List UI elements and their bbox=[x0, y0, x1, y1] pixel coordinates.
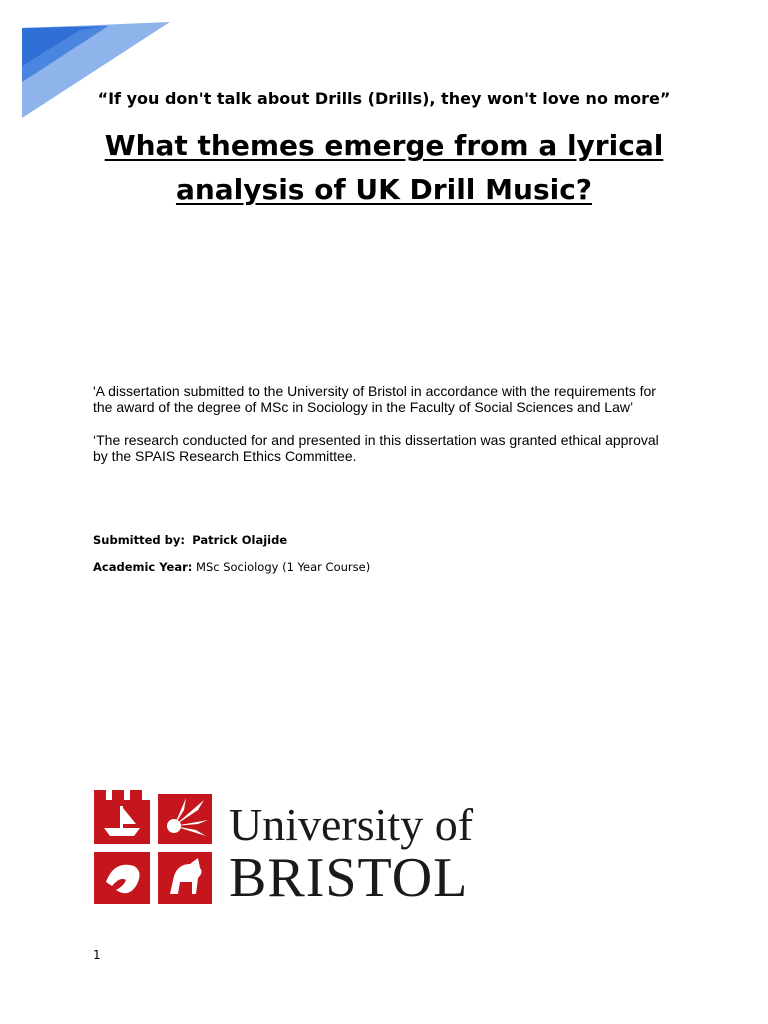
submitted-by-value: Patrick Olajide bbox=[192, 533, 288, 547]
epigraph-quote: “If you don't talk about Drills (Drills), they won't love no more” bbox=[97, 89, 671, 108]
academic-year bbox=[93, 560, 370, 574]
academic-year-value: MSc Sociology (1 Year Course) bbox=[196, 560, 371, 574]
ethics-statement bbox=[93, 432, 693, 464]
title-line-2: analysis of UK Drill Music? bbox=[175, 173, 593, 206]
submitted-by-label: Submitted by: bbox=[93, 533, 185, 547]
page-number: 1 bbox=[93, 948, 101, 962]
academic-year-label: Academic Year: bbox=[93, 560, 193, 574]
logo-wordmark-line-1: University of bbox=[229, 799, 474, 850]
logo-wordmark-line-2: BRISTOL bbox=[229, 847, 469, 909]
submitted-by bbox=[93, 533, 287, 547]
ethics-line-1: ‘The research conducted for and presented in this dissertation was granted ethical approval bbox=[93, 432, 659, 448]
submission-statement bbox=[93, 383, 693, 415]
statement-line-2: the award of the degree of MSc in Sociology in the Faculty of Social Sciences and Law’ bbox=[93, 399, 634, 415]
ethics-line-2: by the SPAIS Research Ethics Committee. bbox=[93, 448, 357, 464]
dissertation-title bbox=[0, 124, 768, 212]
title-line-1: What themes emerge from a lyrical bbox=[104, 129, 664, 162]
statement-line-1: 'A dissertation submitted to the University of Bristol in accordance with the requirements for bbox=[93, 383, 656, 399]
